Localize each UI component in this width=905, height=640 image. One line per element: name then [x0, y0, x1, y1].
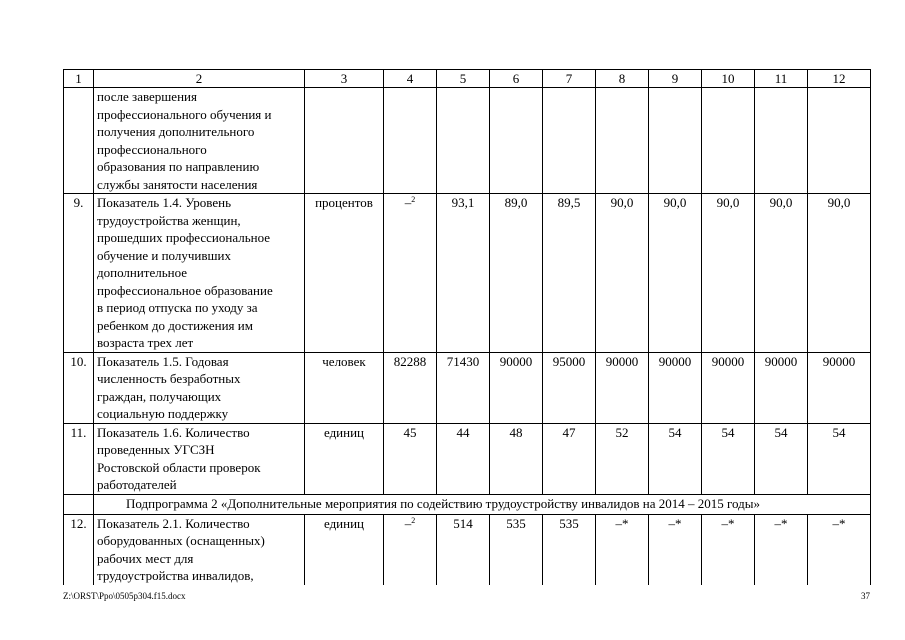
header-cell: 12: [808, 70, 871, 88]
value-cell-4: [384, 88, 437, 194]
value-cell: 514: [437, 514, 490, 585]
description-line: получения дополнительного: [97, 124, 255, 139]
header-cell: 11: [755, 70, 808, 88]
description-line: после завершения: [97, 89, 197, 104]
header-cell: 4: [384, 70, 437, 88]
value-cell: 90,0: [808, 194, 871, 353]
value-cell: 90,0: [649, 194, 702, 353]
description-line: численность безработных: [97, 371, 241, 386]
header-cell: 5: [437, 70, 490, 88]
indicator-description: [94, 194, 305, 353]
value-cell: 90000: [808, 352, 871, 423]
footer-page-number: 37: [861, 591, 870, 601]
value-cell: –*: [649, 514, 702, 585]
description-line: прошедших профессиональное: [97, 230, 271, 245]
description-line: возраста трех лет: [97, 335, 194, 350]
description-line: дополнительное: [97, 265, 188, 280]
description-line: ребенком до достижения им: [97, 317, 253, 333]
description-line: трудоустройства женщин,: [97, 212, 241, 228]
value-cell: –*: [596, 514, 649, 585]
description-line: оборудованных (оснащенных): [97, 533, 265, 548]
value-cell: 52: [596, 423, 649, 494]
footnote-mark: 2: [411, 515, 416, 525]
table-body: [64, 88, 871, 495]
value-cell: 54: [808, 423, 871, 494]
description-line: образования по направлению: [97, 159, 260, 174]
value-cell: 90000: [596, 352, 649, 423]
value-cell: 535: [490, 514, 543, 585]
row-number: 11.: [64, 423, 94, 494]
description-line: профессионального обучения и: [97, 106, 272, 122]
value-cell-4: [384, 423, 437, 494]
table-row: [64, 514, 871, 585]
value-cell: 48: [490, 423, 543, 494]
description-line: в период отпуска по уходу за: [97, 300, 258, 315]
value-cell: 89,5: [543, 194, 596, 353]
section-spacer: [64, 494, 94, 514]
value-cell: 90000: [702, 352, 755, 423]
footer-file-path: Z:\ORST\Ppo\0505p304.f15.docx: [63, 591, 186, 601]
header-cell: 8: [596, 70, 649, 88]
description-line: профессионального: [97, 141, 207, 157]
value-cell: 535: [543, 514, 596, 585]
value-cell: 90,0: [755, 194, 808, 353]
value-cell: [437, 88, 490, 194]
value-cell: [702, 88, 755, 194]
description-line: рабочих мест для: [97, 550, 194, 566]
value-cell: 90000: [490, 352, 543, 423]
value-cell: –*: [702, 514, 755, 585]
description-line: обучение и получивших: [97, 247, 231, 263]
value-cell-4: [384, 352, 437, 423]
value-text: –: [404, 195, 412, 210]
section-title: Подпрограмма 2 «Дополнительные мероприятия по содействию трудоустройству инвалидов на 2014 – 2015 годы»: [94, 494, 871, 514]
row-number: [64, 88, 94, 194]
description-line: Ростовской области проверок: [97, 459, 261, 475]
section-row: [64, 494, 871, 514]
value-cell: 95000: [543, 352, 596, 423]
value-cell: 71430: [437, 352, 490, 423]
table-body-last: [64, 514, 871, 585]
row-number: 12.: [64, 514, 94, 585]
header-cell: 6: [490, 70, 543, 88]
unit-cell: [305, 88, 384, 194]
header-cell: 7: [543, 70, 596, 88]
description-line: Показатель 1.4. Уровень: [97, 195, 231, 210]
table-row: [64, 88, 871, 194]
indicator-description: [94, 88, 305, 194]
description-line: Показатель 2.1. Количество: [97, 515, 250, 531]
value-cell: [490, 88, 543, 194]
description-line: службы занятости населения: [97, 176, 258, 192]
value-cell: –*: [808, 514, 871, 585]
value-text: –: [404, 515, 412, 531]
value-cell: [649, 88, 702, 194]
unit-cell: процентов: [305, 194, 384, 353]
description-line: граждан, получающих: [97, 388, 222, 404]
value-cell: 90000: [755, 352, 808, 423]
header-cell: 3: [305, 70, 384, 88]
description-line: проведенных УГСЗН: [97, 442, 215, 457]
value-cell: 54: [649, 423, 702, 494]
value-cell: 90000: [649, 352, 702, 423]
header-cell: 9: [649, 70, 702, 88]
indicator-description: [94, 423, 305, 494]
value-cell-4: [384, 194, 437, 353]
indicator-description: [94, 352, 305, 423]
description-line: трудоустройства инвалидов,: [97, 568, 254, 583]
footnote-mark: 2: [411, 195, 416, 204]
value-cell: 54: [702, 423, 755, 494]
header-cell: 1: [64, 70, 94, 88]
description-line: Показатель 1.5. Годовая: [97, 353, 229, 369]
value-cell: 90,0: [702, 194, 755, 353]
value-cell: 54: [755, 423, 808, 494]
value-cell: 47: [543, 423, 596, 494]
table-row: [64, 194, 871, 353]
description-line: Показатель 1.6. Количество: [97, 424, 250, 440]
value-cell: 93,1: [437, 194, 490, 353]
row-number: 10.: [64, 352, 94, 423]
value-cell: 44: [437, 423, 490, 494]
unit-cell: единиц: [305, 514, 384, 585]
value-text: 45: [403, 424, 417, 440]
value-cell: 90,0: [596, 194, 649, 353]
unit-cell: человек: [305, 352, 384, 423]
value-cell: [596, 88, 649, 194]
value-text: 82288: [393, 353, 427, 369]
header-row: [64, 70, 871, 88]
table-row: [64, 352, 871, 423]
header-cell: 10: [702, 70, 755, 88]
value-cell: [755, 88, 808, 194]
value-cell-4: [384, 514, 437, 585]
description-line: профессиональное образование: [97, 282, 273, 298]
header-cell: 2: [94, 70, 305, 88]
description-line: работодателей: [97, 477, 177, 492]
unit-cell: единиц: [305, 423, 384, 494]
table-row: [64, 423, 871, 494]
indicators-table: [63, 69, 871, 585]
indicator-description: [94, 514, 305, 585]
value-cell: [808, 88, 871, 194]
description-line: социальную поддержку: [97, 406, 229, 421]
row-number: 9.: [64, 194, 94, 353]
value-cell: 89,0: [490, 194, 543, 353]
value-cell: [543, 88, 596, 194]
value-cell: –*: [755, 514, 808, 585]
